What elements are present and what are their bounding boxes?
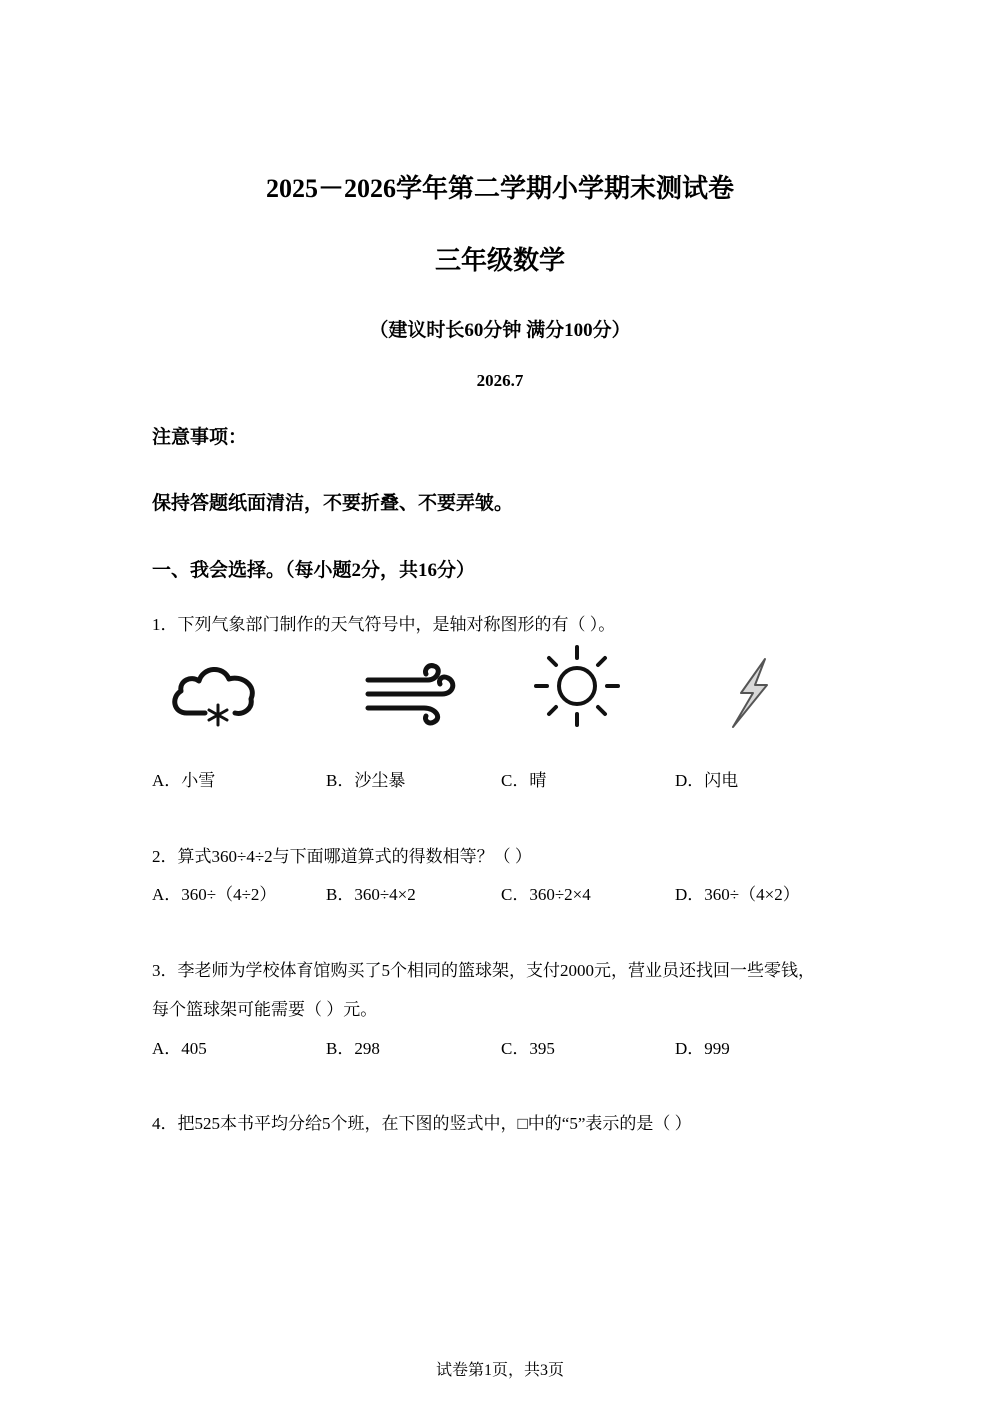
q3-option-d: D．999	[675, 1039, 730, 1058]
section-heading: 一、我会选择。（每小题2分，共16分）	[152, 560, 476, 581]
question-3-text-cont: 每个篮球架可能需要（ ）元。	[152, 1000, 378, 1019]
exam-duration: （建议时长60分钟 满分100分）	[369, 320, 631, 341]
q2-option-c: C．360÷2×4	[501, 885, 591, 904]
q2-option-a: A．360÷（4÷2）	[152, 885, 277, 904]
sandstorm-icon	[362, 662, 457, 727]
q3-option-c: C．395	[501, 1039, 555, 1058]
q2-option-d: D．360÷（4×2）	[675, 885, 800, 904]
lightning-icon	[725, 655, 775, 730]
q2-option-b: B．360÷4×2	[326, 885, 416, 904]
q1-option-d: D．闪电	[675, 771, 739, 790]
sunny-icon	[532, 643, 622, 729]
question-3-text: 3．李老师为学校体育馆购买了5个相同的篮球架，支付2000元，营业员还找回一些零钱，	[152, 961, 815, 980]
page-footer: 试卷第1页，共3页	[435, 1362, 564, 1379]
light-snow-icon	[165, 655, 260, 730]
q3-option-b: B．298	[326, 1039, 380, 1058]
q3-option-a: A．405	[152, 1039, 207, 1058]
page-title: 2025－2026学年第二学期小学期末测试卷	[265, 174, 734, 203]
notice-heading: 注意事项：	[152, 427, 248, 448]
q1-option-c: C．晴	[501, 771, 547, 790]
q1-option-a: A．小雪	[152, 771, 216, 790]
question-1-text: 1．下列气象部门制作的天气符号中，是轴对称图形的有（ ）。	[152, 615, 616, 634]
question-4-text: 4．把525本书平均分给5个班，在下图的竖式中，□中的“5”表示的是（ ）	[152, 1114, 692, 1133]
question-2-text: 2．算式360÷4÷2与下面哪道算式的得数相等？（ ）	[152, 847, 532, 866]
page-subtitle: 三年级数学	[434, 246, 565, 275]
notice-text: 保持答题纸面清洁，不要折叠、不要弄皱。	[152, 493, 514, 514]
exam-date: 2026.7	[476, 371, 524, 390]
q1-option-b: B．沙尘暴	[326, 771, 406, 790]
